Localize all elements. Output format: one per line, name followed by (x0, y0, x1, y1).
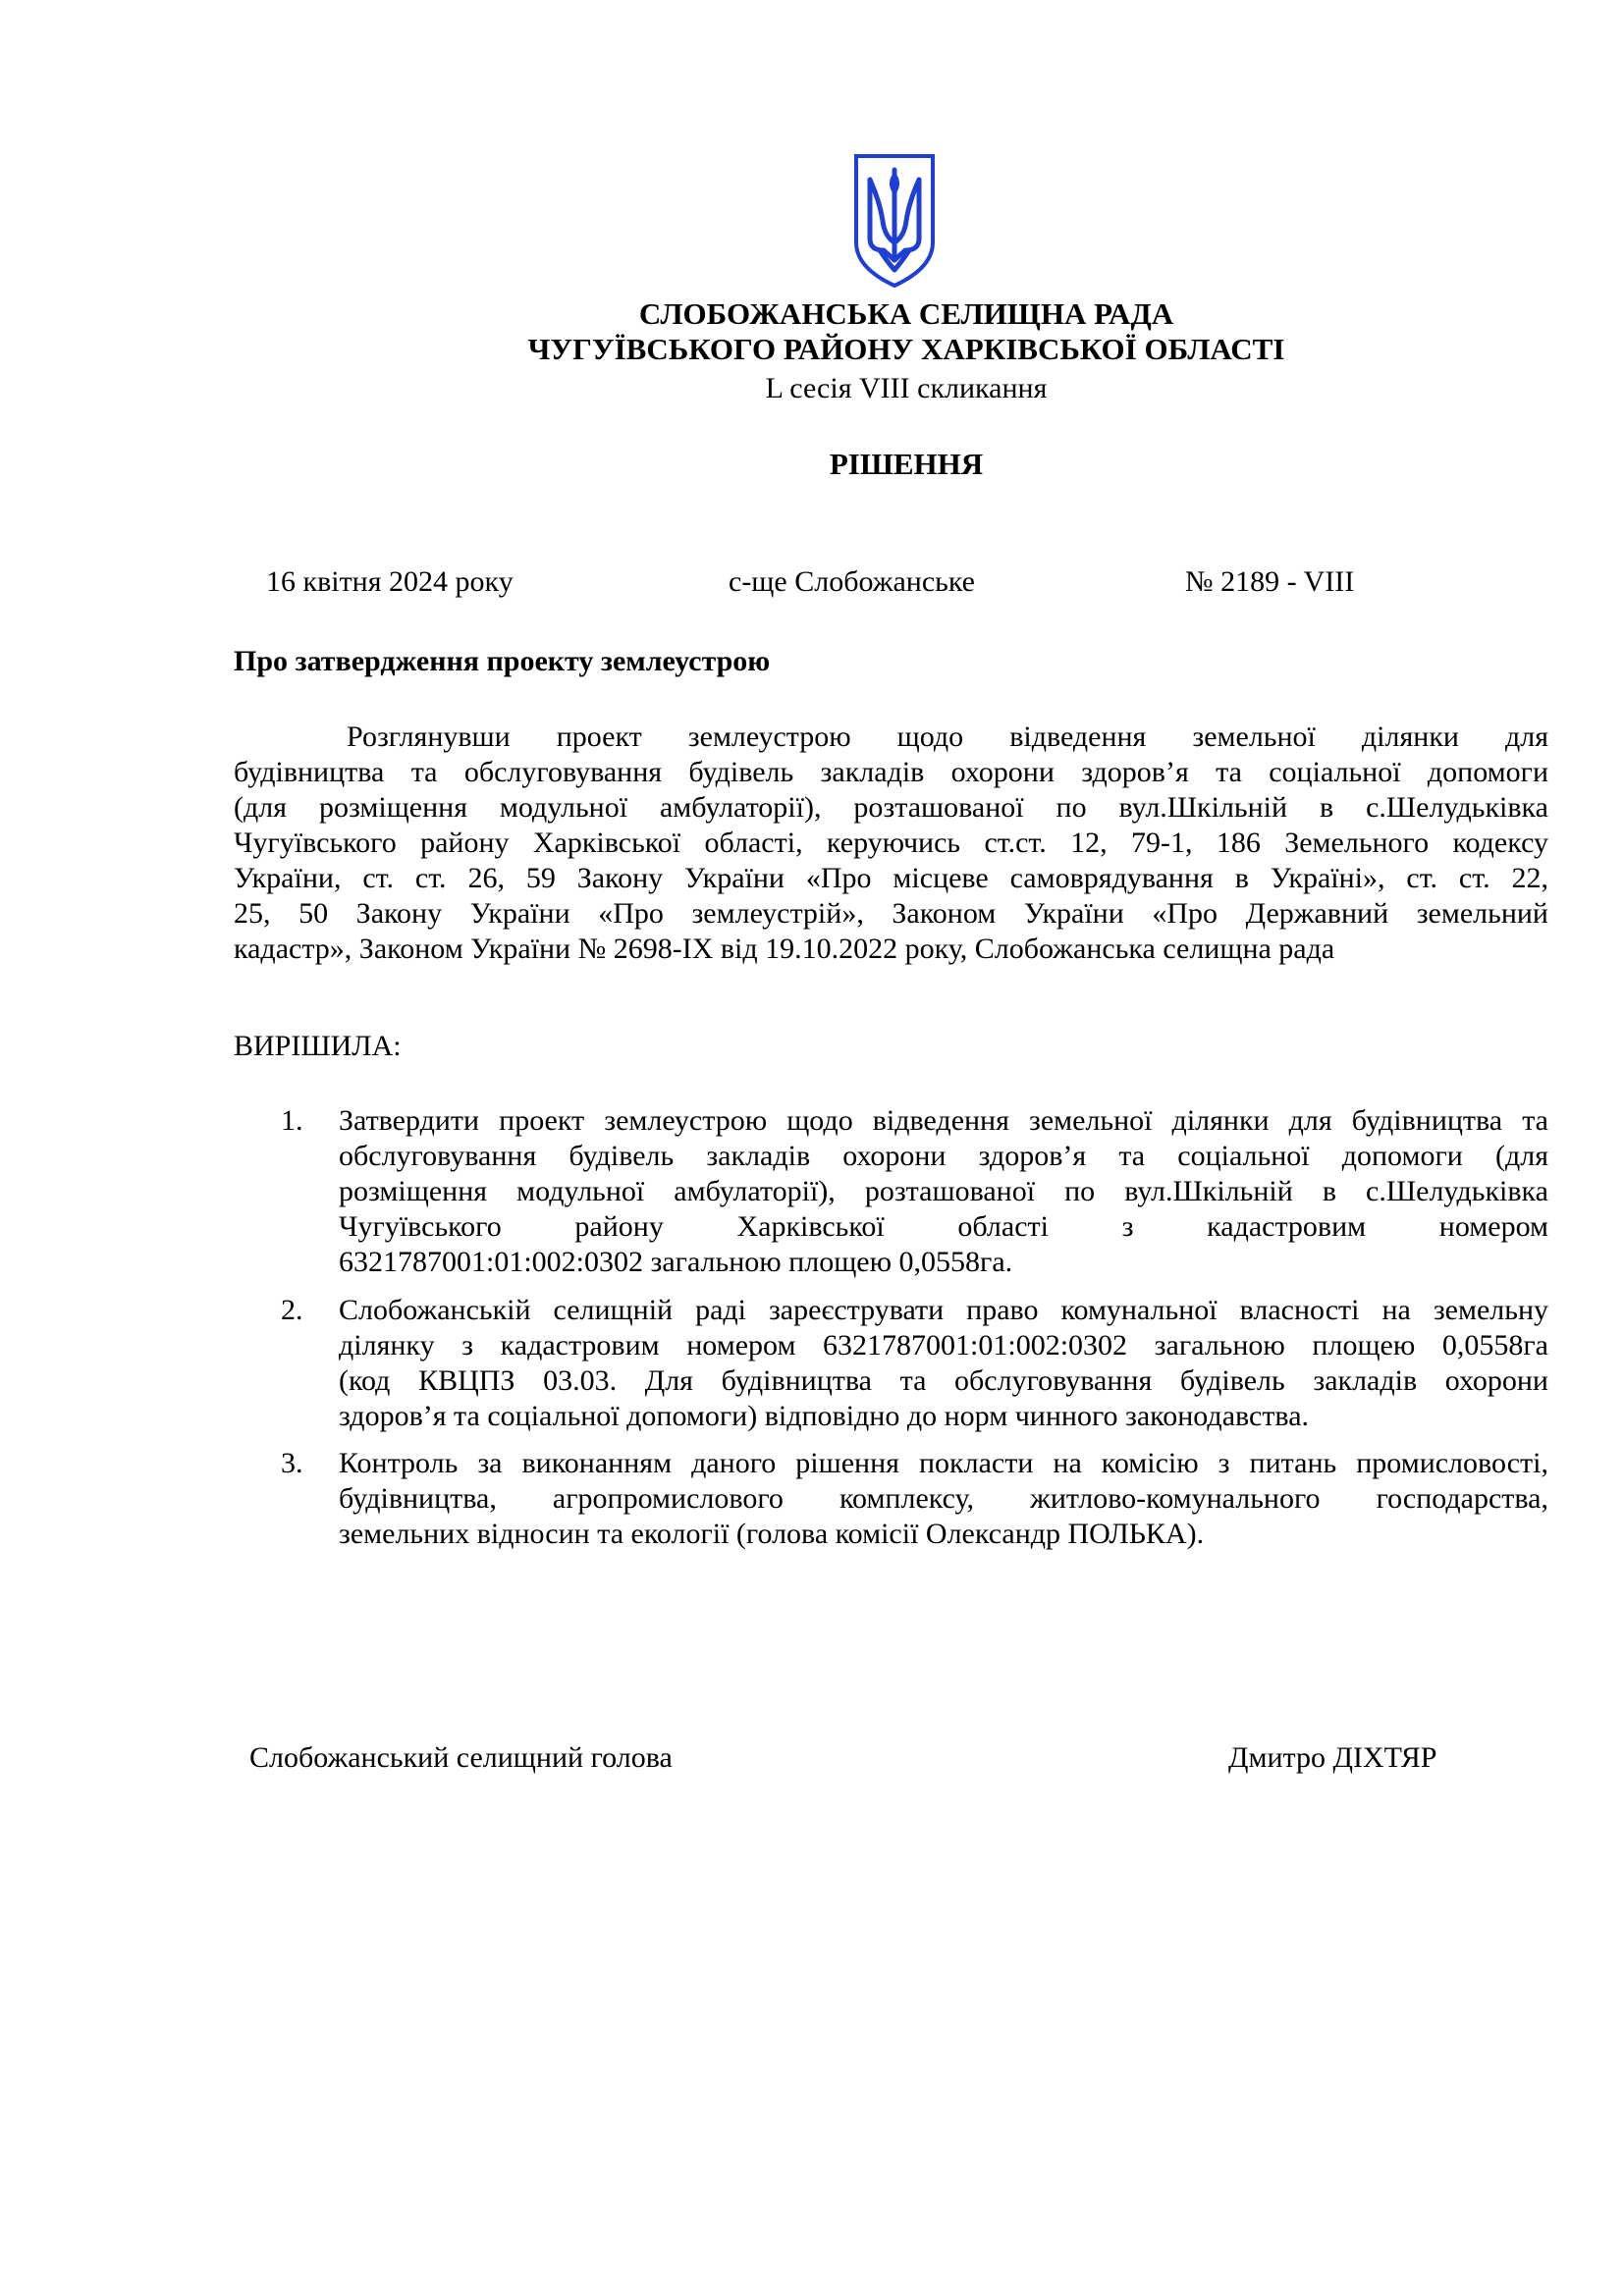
item-line: (код КВЦПЗ 03.03. Для будівництва та обслуговування будівель закладів охорони (339, 1364, 1548, 1397)
preamble-line: (для розміщення модульної амбулаторії), розташованої по вул.Шкільній в с.Шелудьківка (234, 791, 1548, 824)
decision-date: 16 квітня 2024 року (266, 565, 514, 598)
item-number: 1. (281, 1104, 303, 1137)
item-line: Контроль за виконанням даного рішення покласти на комісію з питань промисловості, (339, 1447, 1548, 1479)
decision-number: № 2189 - VIII (1185, 565, 1355, 598)
item-line: здоров’я та соціальної допомоги) відповідно до норм чинного законодавства. (339, 1400, 1310, 1432)
council-name: СЛОБОЖАНСЬКА СЕЛИЩНА РАДА (638, 296, 1174, 331)
session-line: L сесія VIII скликання (765, 372, 1048, 404)
preamble-line: України, ст. ст. 26, 59 Закону України «Про місцеве самоврядування в Україні», ст. ст. 22, (234, 862, 1548, 894)
decision-subject: Про затвердження проекту землеустрою (234, 645, 771, 677)
item-line: розміщення модульної амбулаторії), розташованої по вул.Шкільній в с.Шелудьківка (339, 1175, 1548, 1207)
signatory-name: Дмитро ДІХТЯР (1228, 1741, 1437, 1774)
signatory-position: Слобожанський селищний голова (249, 1741, 673, 1774)
item-number: 2. (281, 1294, 303, 1326)
item-line: земельних відносин та екології (голова комісії Олександр ПОЛЬКА). (339, 1518, 1205, 1550)
item-line: 6321787001:01:002:0302 загальною площею 0,0558га. (339, 1246, 1013, 1278)
preamble-line: Чугуївського району Харківської області, керуючись ст.ст. 12, 79-1, 186 Земельного кодексу (234, 827, 1548, 859)
council-district: ЧУГУЇВСЬКОГО РАЙОНУ ХАРКІВСЬКОЇ ОБЛАСТІ (527, 332, 1285, 366)
item-line: обслуговування будівель закладів охорони здоров’я та соціальної допомоги (для (339, 1140, 1548, 1172)
item-number: 3. (281, 1447, 303, 1479)
item-line: ділянку з кадастровим номером 6321787001:01:002:0302 загальною площею 0,0558га (339, 1329, 1548, 1362)
document-type-title: РІШЕННЯ (829, 447, 984, 481)
decision-place: с-ще Слобожанське (729, 565, 975, 598)
item-line: Чугуївського району Харківської області з кадастровим номером (339, 1210, 1548, 1243)
item-line: будівництва, агропромислового комплексу, житлово-комунального господарства, (339, 1482, 1548, 1515)
preamble-line: 25, 50 Закону України «Про землеустрій», Законом України «Про Державний земельний (234, 897, 1548, 930)
ukraine-trident-coat-of-arms-icon (850, 152, 939, 290)
preamble-line: будівництва та обслуговування будівель закладів охорони здоров’я та соціальної допомоги (234, 756, 1548, 788)
preamble-line: кадастр», Законом України № 2698-IX від 19.10.2022 року, Слобожанська селищна рада (234, 933, 1335, 965)
preamble-line: Розглянувши проект землеустрою щодо відведення земельної ділянки для (347, 721, 1548, 753)
decided-label: ВИРІШИЛА: (234, 1030, 402, 1062)
item-line: Слобожанській селищній раді зареєструвати право комунальної власності на земельну (339, 1294, 1548, 1326)
item-line: Затвердити проект землеустрою щодо відведення земельної ділянки для будівництва та (339, 1104, 1548, 1137)
